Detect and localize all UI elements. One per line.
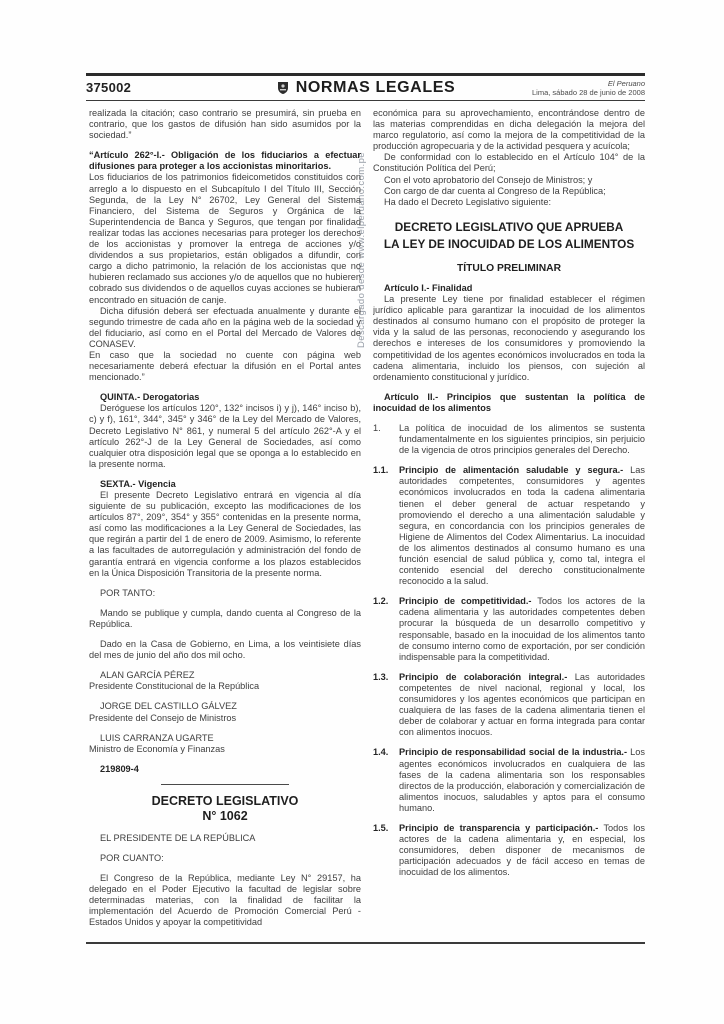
principle-text <box>399 465 645 587</box>
principle-item <box>373 596 645 663</box>
por-tanto: POR TANTO: <box>100 587 156 598</box>
signatory-role: Presidente Constitucional de la República <box>89 681 260 692</box>
paragraph: Ha dado el Decreto Legislativo siguiente: <box>384 196 552 207</box>
signatory-name: JORGE DEL CASTILLO GÁLVEZ <box>100 701 237 712</box>
left-column <box>89 108 361 944</box>
list-item <box>373 423 645 456</box>
principle-text <box>399 823 645 878</box>
principle-body: Las autoridades competentes de nivel nacional, regional y local, los consumidores y los agentes económicos que participan en cualquiera de las fases de la cadena alimentaria tienen el deber de colaborar y actuar en forma integrada para contar con alimentos inocuos. <box>399 671 645 738</box>
page-bottom-rule <box>86 942 645 944</box>
principle-body: Todos los actores de la cadena alimentaria y las autoridades competentes deben procurar la búsqueda de un desarrollo competitivo y responsable, basado en la inocuidad de los alimentos tanto de consumo interno como de exportación, por ser condición indispensable para la competitividad. <box>399 596 645 662</box>
principle-text <box>399 596 645 663</box>
principle-item <box>373 465 645 587</box>
paragraph: Con cargo de dar cuenta al Congreso de la República; <box>384 185 606 196</box>
principle-body: Las autoridades competentes, consumidores y agentes económicos involucrados en toda la cadena alimentaria tienen el deber general de actuar respetando y promoviendo el derecho a una alimentación saludable y segura, en concordancia con los principios generales de Higiene de Alimentos del Codex Alimentarius. La inocuidad de los alimentos destinados al consumo humano es una función esencial de salud pública y, como tal, integra el contenido esencial del derecho constitucionalmente reconocido a la salud. <box>399 465 645 587</box>
articulo-2-heading: Artículo II.- Principios que sustentan la política de inocuidad de los alimentos <box>373 391 645 413</box>
decree-heading-line2: N° 1062 <box>202 808 248 823</box>
decree-title-line1: DECRETO LEGISLATIVO QUE APRUEBA <box>394 219 624 234</box>
paragraph: El Congreso de la República, mediante Ley N° 29157, ha delegado en el Poder Ejecutivo la facultad de legislar sobre determinadas materias, con la finalidad de facilitar la implementación del Acuerdo de Promoción Comercial Perú - Estados Unidos y apoyar la competitividad <box>89 873 361 928</box>
download-watermark: Descargado desde www.elperuano.com.pe <box>356 152 367 348</box>
principle-number: 1.1. <box>373 465 389 476</box>
presidente-line: EL PRESIDENTE DE LA REPÚBLICA <box>100 832 256 843</box>
paragraph: La presente Ley tiene por finalidad establecer el régimen jurídico aplicable para garantizar la inocuidad de los alimentos destinados al consumo humano con el propósito de proteger la vida y la salud de las personas, reconociendo y asegurando los derechos e intereses de los consumidores y promoviendo la competitividad de los agentes económicos involucrados en toda la cadena alimentaria, incluido los piensos, con sujeción al ordenamiento constitucional y jurídico. <box>373 294 645 382</box>
principle-title: Principio de colaboración integral.- <box>399 671 568 682</box>
newspaper-name: El Peruano <box>607 78 645 88</box>
principle-text <box>399 672 645 739</box>
masthead <box>236 79 495 97</box>
principle-body: Todos los actores de la cadena alimentaria y, en especial, los consumidores, deben disponer de mecanismos de participación adecuados y de fácil acceso en temas de inocuidad de los alimentos. <box>399 822 645 878</box>
issue-date: Lima, sábado 28 de junio de 2008 <box>531 87 645 97</box>
paragraph: Deróguese los artículos 120°, 132° incisos i) y j), 146° inciso b), c) y f), 161°, 344°, 345° y 346° de la Ley del Mercado de Valores, Decreto Legislativo N° 861, y numeral 5 del artículo 262°-A y el artículo 262°-J de la Ley General de Sociedades, así como cualquier otra disposición legal que se oponga a lo establecido en la presente norma. <box>89 403 361 469</box>
section-divider <box>161 784 289 785</box>
signatory-name: ALAN GARCÍA PÉREZ <box>100 670 195 681</box>
paragraph: económica para su aprovechamiento, encontrándose dentro de las materias comprendidas en dicha delegación la mejora del marco regulatorio, así como la mejora de la competitividad de la producción agropecuaria y de la actividad pesquera y acuícola; <box>373 108 645 152</box>
masthead-title: NORMAS LEGALES <box>295 78 456 96</box>
paragraph: El presente Decreto Legislativo entrará en vigencia al día siguiente de su publicación, excepto las modificaciones de los artículos 87°, 209°, 354° y 355° contenidas en la presente norma, así como las modificaciones a la Ley General de Sociedades, las que regirán a partir del 1 de enero de 2009. Asimismo, lo referente a las facultades de autorregulación y administración del fondo de garantía entrará en vigencia conforme a los plazos establecidos en la Única Disposición Transitoria de la presente norma. <box>89 490 361 578</box>
paragraph: realizada la citación; caso contrario se presumirá, sin prueba en contrario, que los gastos de difusión han sido asumidos por la sociedad.” <box>89 108 361 141</box>
quinta-heading: QUINTA.- Derogatorias <box>100 392 200 403</box>
principle-number: 1.4. <box>373 747 389 758</box>
principle-item <box>373 823 645 878</box>
principle-title: Principio de responsabilidad social de la industria.- <box>399 747 628 758</box>
principle-title: Principio de competitividad.- <box>399 596 532 607</box>
signature-block <box>89 701 361 723</box>
principle-number: 1.5. <box>373 822 389 833</box>
paragraph: Dicha difusión deberá ser efectuada anualmente y durante el segundo trimestre de cada año en la página web de la sociedad y del fiduciario, así como en el Portal del Mercado de Valores de CONASEV. <box>89 305 361 349</box>
peru-crest-icon <box>276 81 290 95</box>
page-header <box>86 76 645 99</box>
principle-number: 1.3. <box>373 671 389 682</box>
page-number: 375002 <box>86 80 132 95</box>
paragraph: Con el voto aprobatorio del Consejo de Ministros; y <box>384 174 593 185</box>
paragraph: De conformidad con lo establecido en el Artículo 104° de la Constitución Política del Perú; <box>373 152 645 174</box>
paragraph: Los fiduciarios de los patrimonios fideicometidos constituidos con arreglo a lo dispuesto en el Subcapítulo I del Título III, Sección Segunda, de la Ley N° 26702, Ley General del Sistema Financiero, del Sistema de Seguros y Orgánica de la Superintendencia de Banca y Seguros, que tengan por finalidad realizar todas las acciones necesarias para proteger los derechos de los accionistas y promover la entrega de acciones y/o dividendos a sus propietarios, están obligados a difundir, con cargo a dicho patrimonio, la relación de los accionistas que no hubieren reclamado sus acciones y/o de aquellos que no hubieren cobrado sus dividendos o de aquellos cuyas acciones se hubieran encontrado en situación de canje. <box>89 172 361 305</box>
paragraph: En caso que la sociedad no cuente con página web necesariamente deberá efectuar la difusión en el Portal antes mencionado.” <box>89 349 361 383</box>
principle-body: Los agentes económicos involucrados en cualquiera de las fases de la cadena alimentaria son los responsables directos de la producción, elaboración y comercialización de alimentos inocuos, saludables y aptos para el consumo humano. <box>399 747 645 813</box>
list-item-text: La política de inocuidad de los alimentos se sustenta fundamentalmente en los siguientes principios, sin perjuicio de la vigencia de otros principios generales del Derecho. <box>399 422 645 456</box>
decree-title-line2: LA LEY DE INOCUIDAD DE LOS ALIMENTOS <box>383 236 635 251</box>
list-item-number: 1. <box>373 422 381 433</box>
principle-item <box>373 747 645 814</box>
signatory-name: LUIS CARRANZA UGARTE <box>100 732 214 743</box>
principle-title: Principio de transparencia y participación.- <box>399 822 599 833</box>
principle-text <box>399 747 645 814</box>
paragraph: Mando se publique y cumpla, dando cuenta al Congreso de la República. <box>89 607 361 629</box>
principle-title: Principio de alimentación saludable y segura.- <box>399 465 624 476</box>
issue-info <box>495 79 645 97</box>
por-cuanto: POR CUANTO: <box>100 852 164 863</box>
signature-block <box>89 670 361 692</box>
article-262-heading: “Artículo 262°-I.- Obligación de los fiduciarios a efectuar difusiones para proteger a los accionistas minoritarios. <box>89 150 361 172</box>
right-column <box>373 108 645 944</box>
titulo-preliminar-heading: TÍTULO PRELIMINAR <box>456 262 562 274</box>
signatory-role: Presidente del Consejo de Ministros <box>89 712 237 723</box>
principle-number: 1.2. <box>373 596 389 607</box>
decree-title <box>373 219 645 253</box>
paragraph: Dado en la Casa de Gobierno, en Lima, a los veintisiete días del mes de junio del año dos mil ocho. <box>89 639 361 661</box>
decree-1062-heading <box>89 794 361 824</box>
decree-heading-line1: DECRETO LEGISLATIVO <box>151 793 299 808</box>
principle-item <box>373 672 645 739</box>
record-number: 219809-4 <box>100 763 139 774</box>
signatory-role: Ministro de Economía y Finanzas <box>89 743 225 754</box>
sexta-heading: SEXTA.- Vigencia <box>100 478 176 489</box>
articulo-1-heading: Artículo I.- Finalidad <box>384 282 473 293</box>
signature-block <box>89 733 361 755</box>
